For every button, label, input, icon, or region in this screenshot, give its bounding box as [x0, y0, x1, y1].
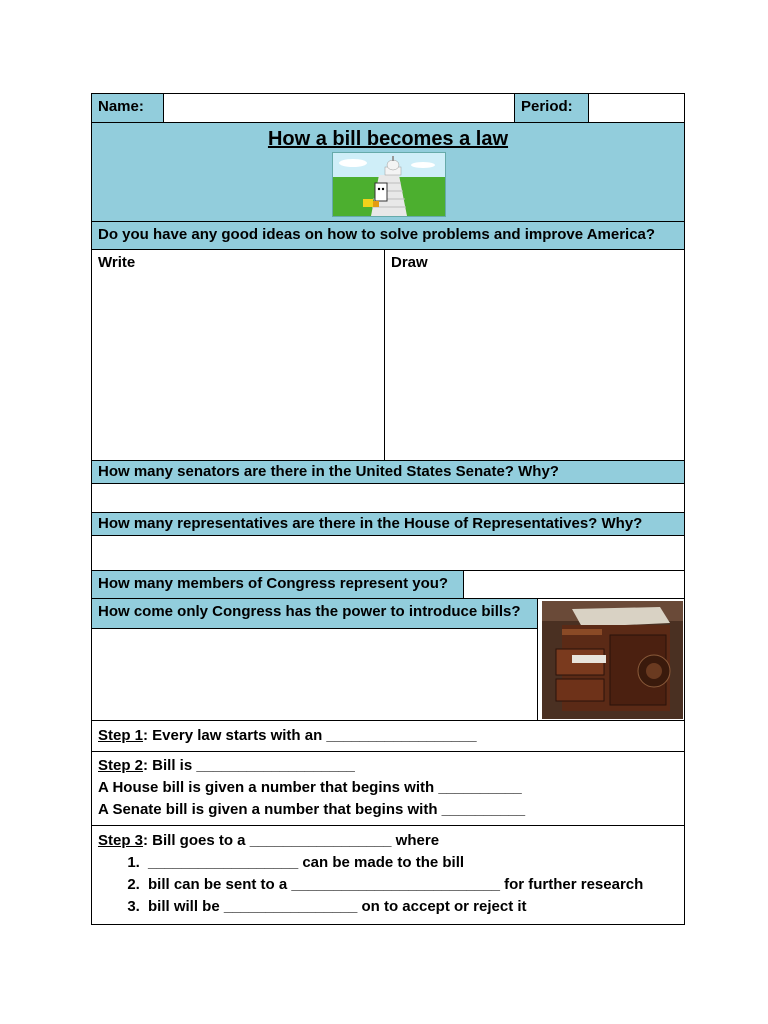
members-question-cell — [92, 571, 464, 598]
power-left — [92, 599, 538, 720]
step3-item: 3. bill will be ________________ on to accept or reject it — [144, 896, 678, 918]
title-row — [92, 123, 684, 222]
step2-label: Step 2 — [98, 757, 144, 774]
senators-answer-field[interactable] — [92, 484, 684, 513]
step3-label: Step 3 — [98, 832, 144, 849]
name-field[interactable] — [164, 94, 515, 122]
power-question: How come only Congress has the power to introduce bills? — [98, 603, 521, 620]
members-row — [92, 571, 684, 599]
representatives-question-row — [92, 513, 684, 536]
step1-text: : Every law starts with an __________________ — [143, 727, 477, 744]
period-label: Period: — [521, 98, 573, 115]
power-row — [92, 599, 684, 721]
representatives-answer-field[interactable] — [92, 536, 684, 571]
period-label-cell — [515, 94, 589, 122]
step3-list — [98, 852, 678, 918]
worksheet — [91, 93, 685, 925]
members-question: How many members of Congress represent you? — [98, 575, 449, 592]
ideas-question-row — [92, 222, 684, 250]
write-label: Write — [98, 254, 136, 271]
period-field[interactable] — [589, 94, 684, 122]
capitol-bill-cartoon-icon — [332, 152, 446, 217]
step2-house-line: A House bill is given a number that begins with __________ — [98, 779, 522, 796]
step3-item: 1. __________________ can be made to the bill — [144, 852, 678, 874]
draw-label: Draw — [391, 254, 428, 271]
step3-text: : Bill goes to a _________________ where — [143, 832, 440, 849]
write-draw-row — [92, 250, 684, 461]
name-label: Name: — [98, 98, 144, 115]
step2-row — [92, 752, 684, 826]
bill-hopper-photo-icon — [542, 601, 683, 719]
draw-box[interactable] — [385, 250, 684, 460]
senators-question-row — [92, 461, 684, 484]
step1-label: Step 1 — [98, 727, 144, 744]
senators-question: How many senators are there in the United States Senate? Why? — [98, 463, 559, 480]
step1-row — [92, 721, 684, 752]
step3-item: 2. bill can be sent to a _________________________ for further research — [144, 874, 678, 896]
members-answer-field[interactable] — [464, 571, 684, 598]
write-box[interactable] — [92, 250, 385, 460]
power-answer-field[interactable] — [92, 629, 537, 720]
ideas-question: Do you have any good ideas on how to solve problems and improve America? — [98, 226, 656, 243]
power-question-cell — [92, 599, 537, 629]
step2-senate-line: A Senate bill is given a number that begins with __________ — [98, 801, 526, 818]
representatives-question: How many representatives are there in the House of Representatives? Why? — [98, 515, 643, 532]
step3-row — [92, 826, 684, 924]
step2-text: : Bill is ___________________ — [143, 757, 355, 774]
name-label-cell — [92, 94, 164, 122]
hopper-cell — [538, 599, 684, 720]
name-period-row — [92, 94, 684, 123]
page-title: How a bill becomes a law — [267, 128, 509, 150]
